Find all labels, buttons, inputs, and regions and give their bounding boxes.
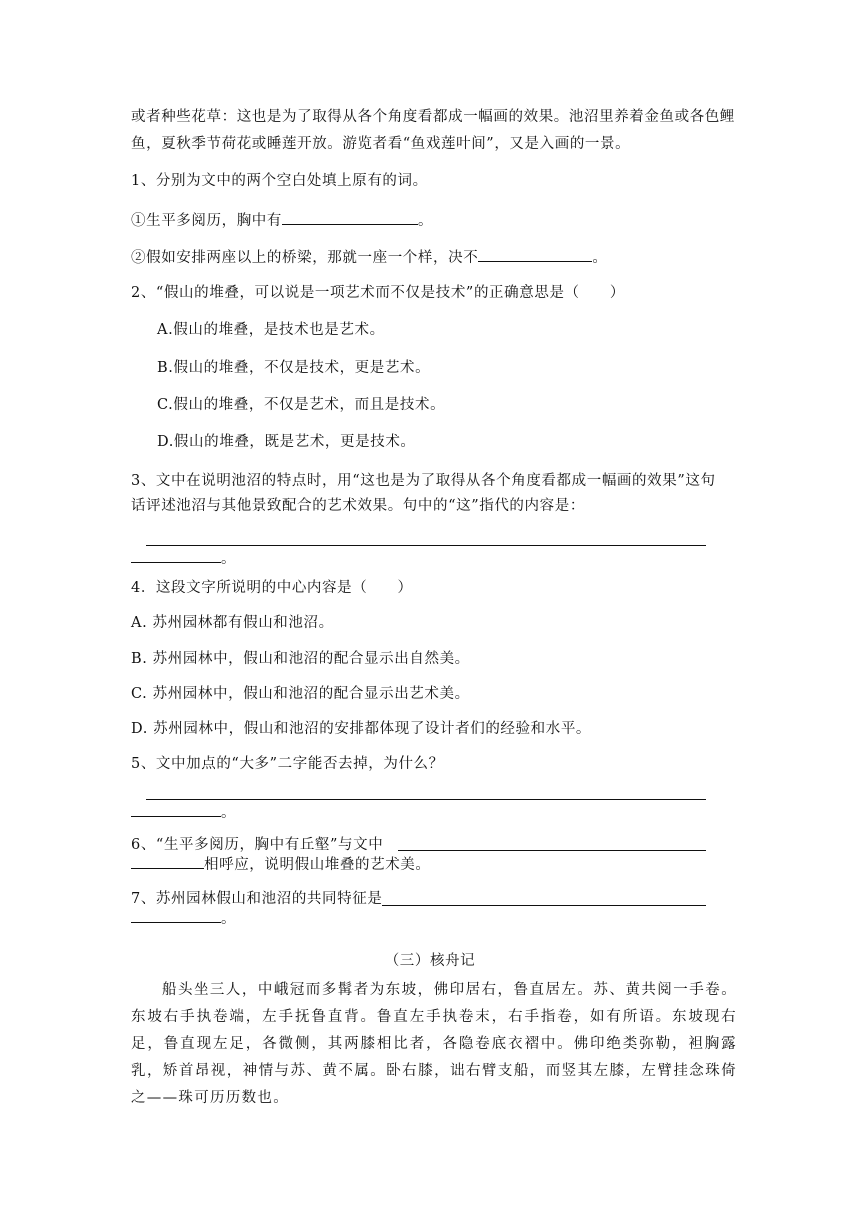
q4-option-b[interactable]: B. 苏州园林中，假山和池沼的配合显示出自然美。 bbox=[131, 651, 470, 667]
q7-answer-end bbox=[131, 907, 236, 929]
q1-item-b-end: 。 bbox=[592, 250, 608, 266]
section-title: （三）核舟记 bbox=[384, 953, 476, 969]
q3-line-2: 话评述池沼与其他景致配合的艺术效果。句中的“这”指代的内容是： bbox=[131, 498, 585, 514]
q7-answer-line-2[interactable] bbox=[131, 907, 221, 923]
q5-answer-end bbox=[131, 801, 236, 823]
q3-end-mark: 。 bbox=[221, 551, 237, 567]
intro-line-1: 或者种些花草：这也是为了取得从各个角度看都成一幅画的效果。池沼里养着金鱼或各色鲤 bbox=[131, 109, 735, 125]
q7-answer-line[interactable] bbox=[382, 905, 706, 906]
q6-line-1 bbox=[131, 835, 383, 855]
q1-blank-a[interactable] bbox=[282, 209, 418, 225]
intro-line-2: 鱼，夏秋季节荷花或睡莲开放。游览者看“鱼戏莲叶间”，又是入画的一景。 bbox=[131, 136, 631, 152]
q2-option-d[interactable]: D.假山的堆叠，既是艺术，更是技术。 bbox=[157, 434, 416, 450]
q1-item-a-end: 。 bbox=[418, 213, 434, 229]
q2-option-c[interactable]: C.假山的堆叠，不仅是艺术，而且是技术。 bbox=[157, 397, 446, 413]
q4-option-d[interactable]: D. 苏州园林中，假山和池沼的安排都体现了设计者们的经验和水平。 bbox=[131, 721, 592, 737]
q5-stem: 5、文中加点的“大多”二字能否去掉，为什么？ bbox=[131, 756, 444, 772]
q4-stem: 4．这段文字所说明的中心内容是（ ） bbox=[131, 580, 413, 596]
q6-answer-line[interactable] bbox=[398, 850, 706, 851]
q3-line-1: 3、文中在说明池沼的特点时，用“这也是为了取得从各个角度看都成一幅画的效果”这句 bbox=[131, 473, 716, 489]
section-paragraph: 船头坐三人，中峨冠而多髯者为东坡，佛印居右，鲁直居左。苏、黄共阅一手卷。东坡右手执卷端，左手抚鲁直背。鲁直左手执卷末，右手指卷，如有所语。东坡现右足，鲁直现左足，各微侧，其两膝相比者，各隐卷底衣褶中。佛印绝类弥勒，袒胸露乳，矫首昂视，神情与苏、黄不属。卧右膝，诎右臂支船，而竖其左膝，左臂挂念珠倚之——珠可历历数也。 bbox=[131, 982, 737, 1106]
q2-option-a[interactable]: A.假山的堆叠，是技术也是艺术。 bbox=[157, 322, 385, 338]
q6-answer-line-2[interactable] bbox=[131, 853, 204, 869]
q7-end-mark: 。 bbox=[221, 911, 237, 927]
q1-item-a bbox=[131, 209, 433, 231]
q4-option-a[interactable]: A. 苏州园林都有假山和池沼。 bbox=[131, 615, 334, 631]
q7-line-1 bbox=[131, 889, 382, 909]
q1-item-b-text: ②假如安排两座以上的桥梁，那就一座一个样，决不 bbox=[131, 250, 479, 266]
q6-prefix: 6、“生平多阅历，胸中有丘壑”与文中 bbox=[131, 837, 384, 853]
q1-item-b bbox=[131, 246, 607, 268]
q5-end-mark: 。 bbox=[221, 805, 237, 821]
q2-stem: 2、“假山的堆叠，可以说是一项艺术而不仅是技术”的正确意思是（ ） bbox=[131, 285, 625, 301]
q1-stem: 1、分别为文中的两个空白处填上原有的词。 bbox=[131, 173, 428, 189]
q6-line-2 bbox=[131, 853, 431, 875]
q1-item-a-text: ①生平多阅历，胸中有 bbox=[131, 213, 282, 229]
q3-answer-line[interactable] bbox=[146, 545, 706, 546]
q6-line-2-text: 相呼应，说明假山堆叠的艺术美。 bbox=[204, 857, 431, 873]
q3-answer-line-2[interactable] bbox=[131, 547, 221, 563]
q5-answer-line[interactable] bbox=[146, 799, 706, 800]
q1-blank-b[interactable] bbox=[478, 246, 592, 262]
q4-option-c[interactable]: C. 苏州园林中，假山和池沼的配合显示出艺术美。 bbox=[131, 686, 470, 702]
q7-prefix: 7、苏州园林假山和池沼的共同特征是 bbox=[131, 891, 383, 907]
q3-answer-end bbox=[131, 547, 236, 569]
q2-option-b[interactable]: B.假山的堆叠，不仅是技术，更是艺术。 bbox=[157, 360, 431, 376]
q5-answer-line-2[interactable] bbox=[131, 801, 221, 817]
